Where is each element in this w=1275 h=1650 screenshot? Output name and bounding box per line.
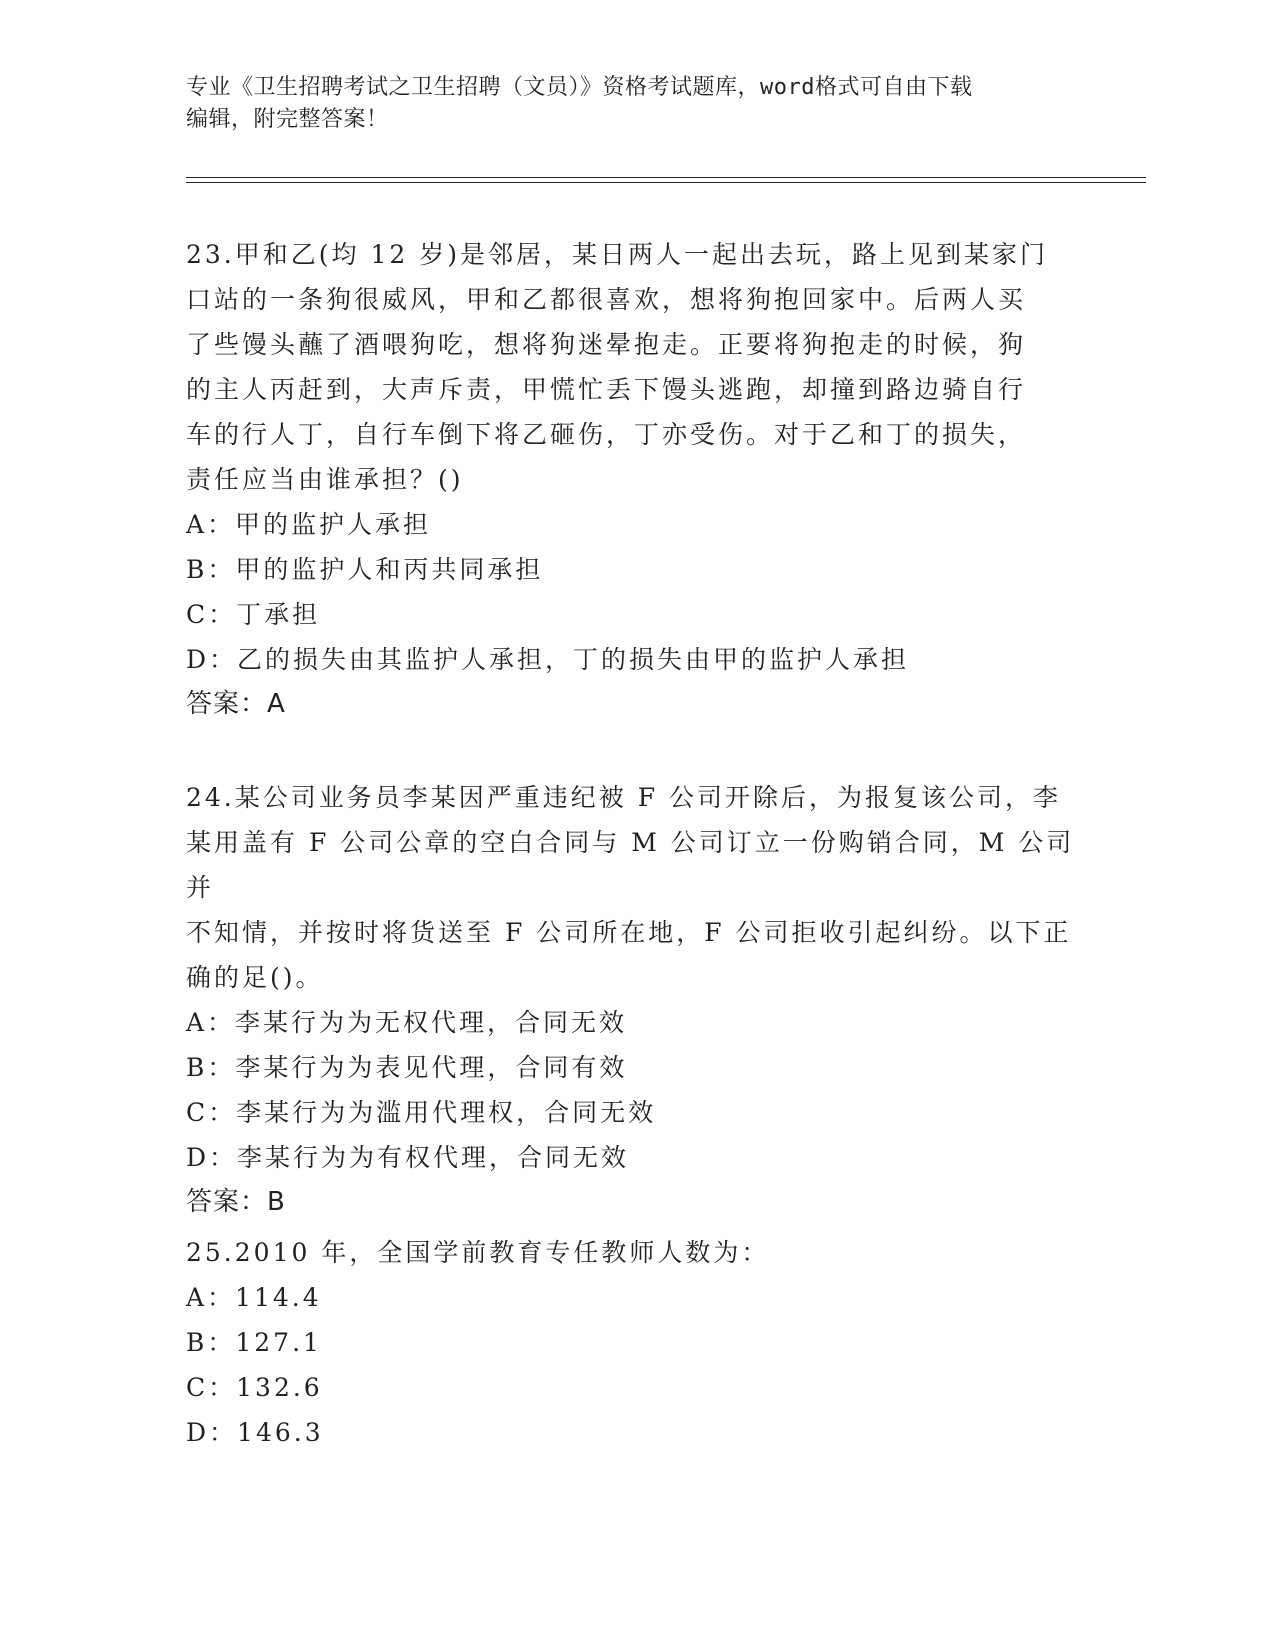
header-divider-top	[186, 177, 1146, 178]
document-header	[186, 72, 1066, 136]
question-stem-line: 的主人丙赶到，大声斥责，甲慌忙丢下馒头逃跑，却撞到路边骑自行	[186, 375, 1027, 404]
question-stem-line: 口站的一条狗很威风，甲和乙都很喜欢，想将狗抱回家中。后两人买	[186, 285, 1027, 314]
question-23	[186, 232, 1086, 727]
option-d: D：乙的损失由其监护人承担，丁的损失由甲的监护人承担	[186, 645, 910, 674]
answer-text: 答案：B	[186, 1187, 286, 1217]
question-stem-line: 了些馒头蘸了酒喂狗吃，想将狗迷晕抱走。正要将狗抱走的时候，狗	[186, 330, 1027, 359]
question-stem-line: 23.甲和乙(均 12 岁)是邻居，某日两人一起出去玩，路上见到某家门	[186, 240, 1048, 269]
question-24	[186, 775, 1086, 1225]
question-stem-line: 确的足()。	[186, 963, 324, 992]
option-d: D：李某行为为有权代理，合同无效	[186, 1143, 630, 1172]
question-stem-line: 车的行人丁，自行车倒下将乙砸伤，丁亦受伤。对于乙和丁的损失，	[186, 420, 1027, 449]
question-stem-line: 25.2010 年，全国学前教育专任教师人数为：	[186, 1238, 770, 1267]
header-line-1: 专业《卫生招聘考试之卫生招聘（文员）》资格考试题库，word格式可自由下载	[186, 75, 973, 100]
question-stem-line: 24.某公司业务员李某因严重违纪被 F 公司开除后，为报复该公司，李	[186, 783, 1062, 812]
question-25	[186, 1230, 1086, 1455]
question-stem-line: 某用盖有 F 公司公章的空白合同与 M 公司订立一份购销合同，M 公司并	[186, 828, 1075, 902]
option-b: B：127.1	[186, 1328, 322, 1357]
question-stem-line: 责任应当由谁承担？()	[186, 465, 464, 494]
option-b: B：甲的监护人和丙共同承担	[186, 555, 544, 584]
option-c: C：李某行为为滥用代理权，合同无效	[186, 1098, 657, 1127]
option-b: B：李某行为为表见代理，合同有效	[186, 1053, 628, 1082]
option-d: D：146.3	[186, 1418, 324, 1447]
option-c: C：丁承担	[186, 600, 321, 629]
header-divider-bottom	[186, 182, 1146, 183]
option-c: C：132.6	[186, 1373, 323, 1402]
option-a: A：甲的监护人承担	[186, 510, 432, 539]
option-a: A：114.4	[186, 1283, 322, 1312]
answer-text: 答案：A	[186, 689, 286, 719]
question-stem-line: 不知情，并按时将货送至 F 公司所在地，F 公司拒收引起纠纷。以下正	[186, 918, 1072, 947]
option-a: A：李某行为为无权代理，合同无效	[186, 1008, 628, 1037]
header-line-2: 编辑，附完整答案！	[186, 107, 389, 132]
